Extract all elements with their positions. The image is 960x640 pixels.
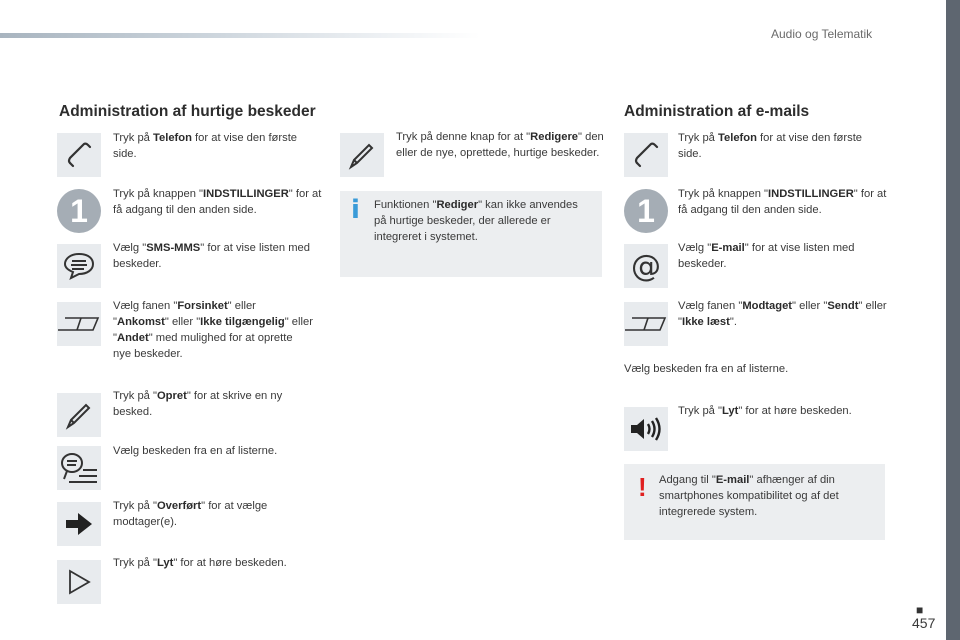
section-title-quick-messages: Administration af hurtige beskeder [59,103,316,120]
step-forward: Tryk på "Overført" for at vælge modtager(e). [113,500,268,528]
step-press-settings: Tryk på knappen "INDSTILLINGER" for at få adgang til den anden side. [113,188,322,216]
step-select-tab: Vælg fanen "Forsinket" eller "Ankomst" eller "Ikke tilgængelig" eller "Andet" med mulighed for at oprette nye beskeder. [113,300,313,360]
info-box [340,191,602,277]
info-icon: i [351,195,360,225]
step-press-phone: Tryk på Telefon for at vise den første side. [113,132,298,160]
edit-pencil-icon [340,133,384,177]
step-select-tab: Vælg fanen "Modtaget" eller "Sendt" eller "Ikke læst". [678,300,887,328]
at-sign-icon: @ [624,244,668,288]
step-badge: 1 [624,189,668,233]
speaker-icon [624,407,668,451]
step-edit: Tryk på denne knap for at "Redigere" den eller de nye, oprettede, hurtige beskeder. [396,131,604,159]
forward-icon [57,502,101,546]
step-press-settings: Tryk på knappen "INDSTILLINGER" for at få adgang til den anden side. [678,188,887,216]
page-header-title: Audio og Telematik [771,27,873,41]
phone-icon [57,133,101,177]
step-select-sms: Vælg "SMS-MMS" for at vise listen med beskeder. [113,242,310,270]
step-select-message: Vælg beskeden fra en af listerne. [113,445,278,457]
step-press-phone: Tryk på Telefon for at vise den første side. [678,132,863,160]
step-select-message: Vælg beskeden fra en af listerne. [624,363,789,375]
step-select-email: Vælg "E-mail" for at vise listen med beskeder. [678,242,855,270]
play-icon [57,560,101,604]
phone-icon [624,133,668,177]
step-create: Tryk på "Opret" for at skrive en ny besked. [113,390,283,418]
step-listen: Tryk på "Lyt" for at høre beskeden. [678,405,852,417]
page-marker: ■ [916,603,924,617]
warning-icon: ! [638,472,647,502]
pencil-icon [57,393,101,437]
message-bubble-icon [57,244,101,288]
message-list-icon [57,446,101,490]
step-listen: Tryk på "Lyt" for at høre beskeden. [113,557,287,569]
tab-icon [57,302,101,346]
header-bar [0,33,480,38]
step-badge: 1 [57,189,101,233]
info-text: Funktionen "Rediger" kan ikke anvendes på hurtige beskeder, der allerede er integreret i systemet. [374,199,578,243]
page-number: 457 [912,615,936,631]
warning-box [624,464,885,540]
warning-text: Adgang til "E-mail" afhænger af din smartphones kompatibilitet og af det integrerede system. [659,474,839,518]
section-title-email: Administration af e-mails [624,103,810,120]
tab-icon [624,302,668,346]
side-band [946,0,960,640]
